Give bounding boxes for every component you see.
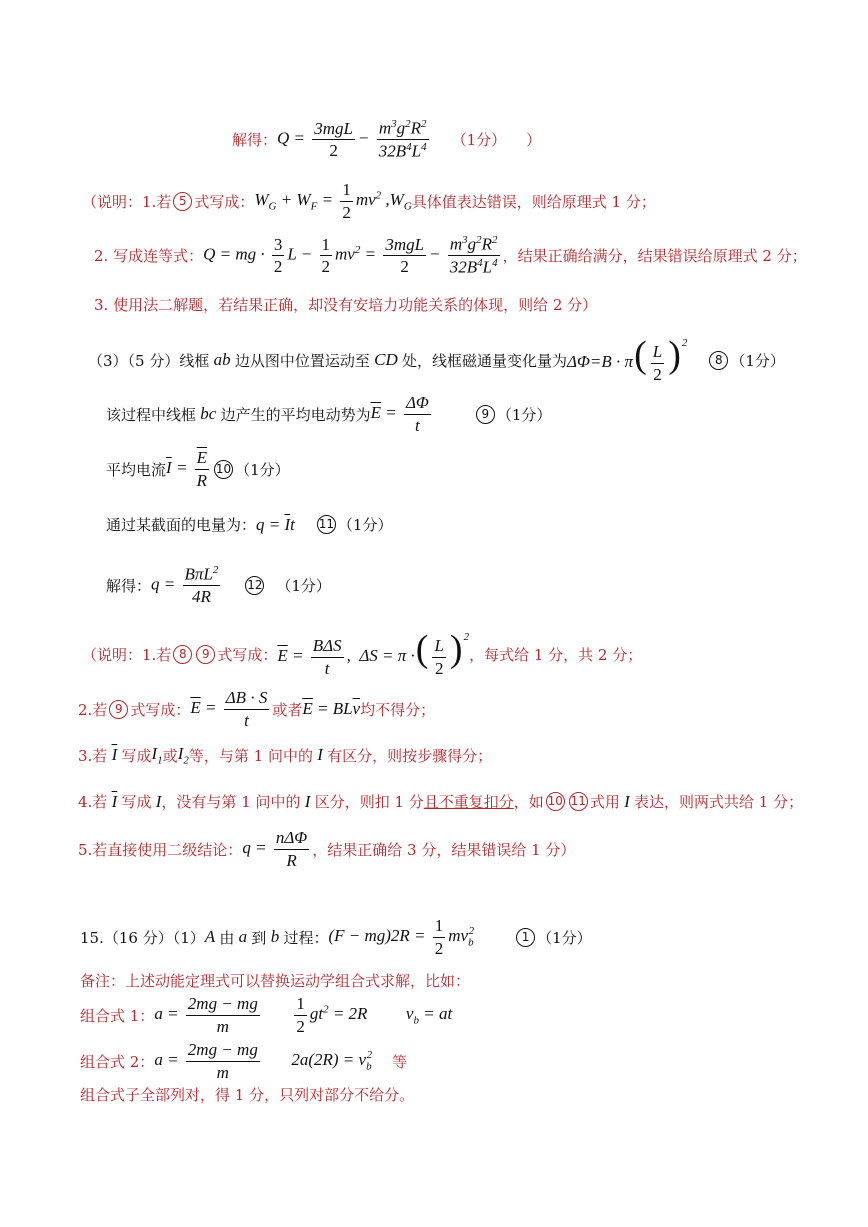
scoring-note-1-mid: 式写成： (217, 645, 278, 664)
combination-2-line (80, 1040, 407, 1082)
charge-prefix: 通过某截面的电量为： (106, 516, 257, 534)
scoring-note-3-tail: 有区分，则按步骤得分； (327, 746, 493, 765)
formula-emf-wrong-1: $\overline{E}$ = $\frac{\Delta B \cdot S}{t}$ (190, 688, 268, 730)
formula-work-energy: (F − mg)2R = $\frac{1}{2}$ $mv_b^2$ (328, 916, 475, 958)
scoring-note-2-prefix: 2.若 (78, 700, 108, 719)
score-label: （1分） (496, 405, 552, 424)
scoring-note-5-prefix: 5.若直接使用二级结论： (78, 840, 243, 859)
formula-energy: $W_G + W_F$ = $\frac{1}{2}$ $mv^2$ $,W_G$ (254, 180, 412, 222)
current-line (106, 448, 290, 490)
scoring-note-4-mid4: ，如 (513, 793, 544, 811)
emf-prefix: 该过程中线框 (106, 405, 197, 424)
scoring-note-4 (78, 791, 803, 812)
scoring-note-1-prefix: （说明：1.若 (82, 645, 172, 664)
circled-number: 11 (317, 515, 336, 534)
symbol-i: I (300, 791, 315, 811)
score-label: （1分） (235, 460, 290, 479)
scoring-note-2-tail: 均不得分； (360, 700, 436, 719)
formula-average-emf: $\overline{E}$ = $\frac{\Delta\Phi}{t}$ (370, 393, 429, 435)
symbol-a-upper: A (204, 927, 220, 947)
circled-number: 8 (709, 351, 728, 370)
formula-combination-2: a = $\frac{2mg - mg}{m}$ $2a(2R) = v_b^2$ (154, 1040, 373, 1082)
scoring-note-2-or: 或者 (272, 700, 303, 719)
combination-1-label: 组合式 1： (80, 1006, 155, 1025)
note-1-tail: 具体值表达错误，则给原理式 1 分； (411, 192, 656, 211)
question-15-mid1: 由 (219, 928, 235, 947)
scoring-note-3-mid2: 或 (162, 746, 178, 765)
formula-flux-change: ΔΦ=B · π( $\frac{L}{2}$ )$^2$ (567, 334, 688, 384)
circled-number: 11 (569, 792, 588, 811)
scoring-note-3-mid1: 写成 (121, 746, 152, 765)
scoring-note-4-prefix: 4.若 (78, 793, 108, 811)
scoring-note-2-mid: 式写成： (130, 700, 191, 719)
charge-line (106, 514, 392, 535)
symbol-i2: $I_2$ (177, 744, 189, 767)
symbol-a-lower: a (234, 927, 252, 947)
combination-2-label: 组合式 2： (80, 1052, 155, 1071)
emf-line (106, 393, 551, 435)
scoring-note-4-mid3: 区分，则扣 1 分 (314, 793, 424, 811)
score-label: （1分） (337, 516, 393, 534)
combination-1-line (80, 994, 452, 1036)
remark-line-1 (80, 970, 470, 991)
emf-mid: 边产生的平均电动势为 (220, 405, 371, 424)
solution-q-line (232, 118, 541, 161)
circled-number: 1 (516, 928, 535, 947)
note-1-prefix: （说明：1.若 (82, 192, 172, 211)
position-cd: CD (369, 350, 402, 370)
formula-emf-wrong-2: $\overline{E} = BL\overline{v}$ (302, 699, 361, 719)
part-3-mid2: 处，线框磁通量变化量为 (402, 351, 568, 370)
formula-combination-1: a = $\frac{2mg - mg}{m}$ $\frac{1}{2}$ $gt^2 = 2R$ $v_b$ = at (154, 994, 453, 1036)
remark-line-4 (80, 1084, 414, 1105)
formula-average-current: $\overline{I}$ = $\frac{\overline{E}}{R}$ (166, 448, 208, 490)
scoring-note-4-tail: 表达，则两式共给 1 分； (634, 793, 804, 811)
question-15-mid3: 过程： (283, 928, 329, 947)
scoring-note-4-mid5: 式用 (589, 793, 620, 811)
note-2-tail: ，结果正确给满分，结果错误给原理式 2 分； (502, 247, 807, 266)
symbol-b-lower: b (266, 927, 284, 947)
note-2-line (94, 234, 807, 277)
formula-q-result: Q = $\frac{\text{3mgL}}{2}$ − $\frac{m^3g^2R^2}{32B^4L^4}$ (277, 118, 427, 161)
part-3-prefix: （3）（5 分）线框 (88, 351, 210, 370)
closing-paren: ） (526, 131, 542, 150)
part-3-line (88, 336, 785, 384)
edge-ab: ab (209, 350, 235, 370)
formula-chain-equation: Q = mg · $\frac{3}{2}$ L − $\frac{1}{2}$ $mv^2$ = $\frac{\text{3mgL}}{2}$ − $\frac{m^3g^2R^2}{32B^4L^4}$ (203, 234, 498, 277)
symbol-i-bar: $\overline{I}$ (111, 791, 118, 811)
formula-charge-result: q = $\frac{B\pi L^2}{4R}$ (151, 564, 219, 607)
score-label: （1分） (276, 576, 331, 595)
scoring-note-2 (78, 688, 435, 730)
note-3-line (94, 294, 597, 315)
note-3-text: 3. 使用法二解题，若结果正确，却没有安培力功能关系的体现，则给 2 分） (94, 296, 598, 314)
scoring-note-4-mid1: 写成 (121, 793, 152, 811)
combination-2-tail: 等 (392, 1052, 408, 1071)
formula-secondary-conclusion: q = $\frac{\text{nΔΦ}}{R}$ (242, 828, 308, 870)
scoring-note-1 (82, 630, 642, 678)
scoring-note-4-mid2: ，没有与第 1 问中的 (161, 793, 301, 811)
circled-number: 10 (546, 792, 565, 811)
score-label: （1分） (730, 351, 785, 370)
question-15-line (80, 916, 592, 958)
remark-text: 备注：上述动能定理式可以替换运动学组合式求解，比如： (80, 972, 471, 990)
scoring-note-4-underlined: 且不重复扣分 (423, 793, 514, 811)
remark-final: 组合式子全部列对，得 1 分，只列对部分不给分。 (80, 1086, 415, 1104)
score-label: （1分） (451, 131, 507, 150)
label-jiede: 解得： (232, 131, 278, 150)
scoring-note-5-tail: ，结果正确给 3 分，结果错误给 1 分） (312, 840, 576, 859)
part-3-mid1: 边从图中位置运动至 (234, 351, 370, 370)
formula-emf-alt: $\overline{E}$ = $\frac{\text{BΔS}}{t}$ , ΔS = π ·( $\frac{L}{2}$ )$^2$ (277, 628, 470, 678)
symbol-i1: $I_1$ (151, 744, 163, 767)
circled-number: 5 (173, 192, 192, 211)
note-2-prefix: 2. 写成连等式： (94, 247, 204, 266)
current-prefix: 平均电流 (106, 460, 167, 479)
question-15-mid2: 到 (251, 928, 267, 947)
scoring-note-3 (78, 744, 492, 766)
formula-charge: $q = \overline{I}t$ (256, 514, 295, 534)
circled-number: 12 (245, 576, 264, 595)
question-15-prefix: 15.（16 分）（1） (80, 928, 205, 947)
note-1-line (82, 180, 656, 222)
circled-number: 9 (109, 700, 128, 719)
circled-number: 9 (476, 405, 495, 424)
scoring-note-3-mid3: 等，与第 1 问中的 (188, 746, 313, 765)
solution-prefix: 解得： (106, 576, 152, 595)
scoring-note-1-tail: ，每式给 1 分，共 2 分； (469, 645, 643, 664)
symbol-i: I (151, 791, 162, 811)
circled-number: 8 (173, 645, 192, 664)
symbol-i: I (619, 791, 634, 811)
note-1-mid: 式写成： (194, 192, 255, 211)
score-label: （1分） (537, 928, 592, 947)
scoring-note-5 (78, 828, 575, 870)
edge-bc: bc (196, 404, 221, 424)
circled-number: 10 (214, 460, 233, 479)
scoring-note-3-prefix: 3.若 (78, 746, 108, 765)
symbol-i-bar: $\overline{I}$ (111, 745, 118, 765)
symbol-i: I (312, 745, 328, 765)
circled-number: 9 (196, 645, 215, 664)
charge-solution-line (106, 564, 331, 607)
